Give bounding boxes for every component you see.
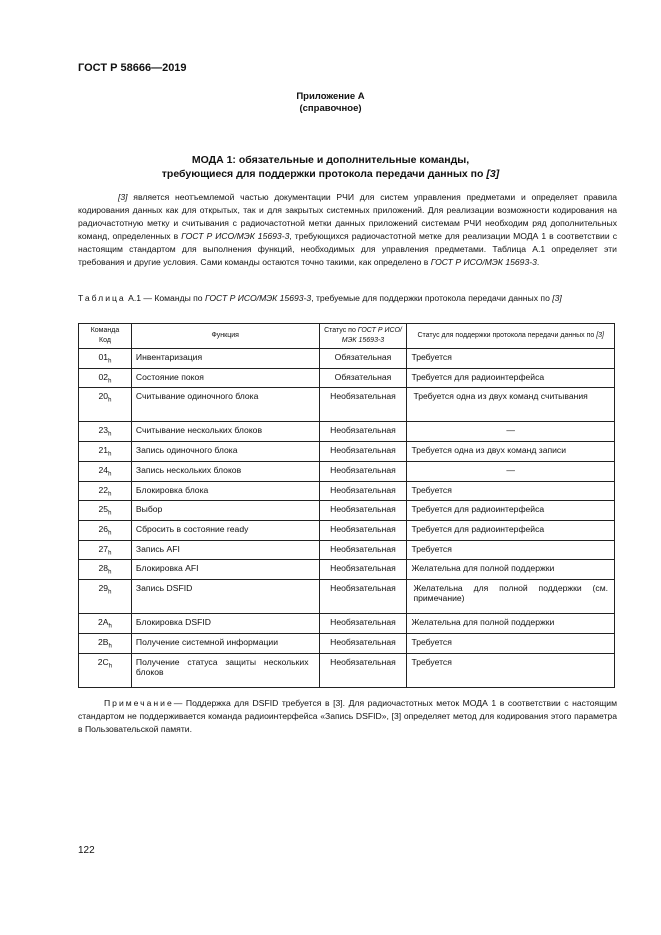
table-caption-text2: , требуемые для поддержки протокола передачи данных по <box>311 293 553 303</box>
function-cell: Считывание нескольких блоков <box>131 422 319 442</box>
hex-suffix: h <box>108 511 112 518</box>
intro-ref: [3] <box>118 192 128 202</box>
intro-std1: ГОСТ Р ИСО/МЭК 15693-3 <box>181 231 290 241</box>
support-cell: Желательна для полной поддержки (см. примечание) <box>407 580 615 614</box>
section-title-ref: [3] <box>486 168 500 180</box>
header-status-pre: Статус по <box>324 327 358 334</box>
header-code-line1: Команда <box>90 327 120 334</box>
table-row <box>79 368 615 388</box>
function-cell: Выбор <box>131 501 319 521</box>
hex-suffix: h <box>108 623 112 630</box>
status-cell: Необязательная <box>319 633 407 653</box>
support-cell: Требуется для радиоинтерфейса <box>407 501 615 521</box>
table-row <box>79 633 615 653</box>
code-cell <box>79 422 132 442</box>
function-cell: Запись нескольких блоков <box>131 461 319 481</box>
intro-std2: ГОСТ Р ИСО/МЭК 15693-3 <box>430 257 537 267</box>
support-cell: Требуется для радиоинтерфейса <box>407 368 615 388</box>
status-cell: Необязательная <box>319 461 407 481</box>
table-header-row <box>79 324 615 349</box>
table-caption-text: А.1 — Команды по <box>125 293 205 303</box>
code-cell <box>79 388 132 422</box>
section-title-line2 <box>0 168 661 180</box>
code-cell <box>79 580 132 614</box>
intro-paragraph <box>78 191 617 269</box>
status-cell: Обязательная <box>319 368 407 388</box>
table-row <box>79 614 615 634</box>
support-cell: Требуется одна из двух команд считывания <box>407 388 615 422</box>
table-row <box>79 521 615 541</box>
code-cell <box>79 521 132 541</box>
appendix-title: Приложение А <box>296 91 365 102</box>
hex-suffix: h <box>108 471 112 478</box>
command-code: 29 <box>98 583 109 594</box>
command-code: 02 <box>98 371 109 382</box>
code-cell <box>79 461 132 481</box>
status-cell: Необязательная <box>319 560 407 580</box>
command-code: 25 <box>98 504 109 515</box>
code-cell <box>79 560 132 580</box>
code-cell <box>79 481 132 501</box>
function-cell: Запись AFI <box>131 540 319 560</box>
code-cell <box>79 368 132 388</box>
function-cell: Блокировка блока <box>131 481 319 501</box>
command-code: 22 <box>98 484 109 495</box>
command-code: 2A <box>98 617 109 628</box>
support-cell: Желательна для полной поддержки <box>407 614 615 634</box>
note-text: — Поддержка для DSFID требуется в [3]. Для радиочастотных меток МОДА 1 в соответствии с настоящим стандартом не поддерживается команда радиоинтерфейса «Запись DSFID», [3] определяет метод для кодирования этого параметра в Пользовательской памяти. <box>78 698 617 734</box>
support-cell: Требуется <box>407 633 615 653</box>
command-code: 2B <box>98 636 109 647</box>
hex-suffix: h <box>108 432 112 439</box>
appendix-subtitle: (справочное) <box>299 103 362 114</box>
function-cell: Запись одиночного блока <box>131 442 319 462</box>
header-support-ref: [3] <box>596 332 604 339</box>
command-code: 23 <box>98 425 109 436</box>
support-cell: Требуется <box>407 653 615 687</box>
command-code: 24 <box>98 464 109 475</box>
function-cell: Считывание одиночного блока <box>131 388 319 422</box>
support-cell: — <box>407 461 615 481</box>
function-cell: Сбросить в состояние ready <box>131 521 319 541</box>
hex-suffix: h <box>108 589 112 596</box>
status-cell: Необязательная <box>319 442 407 462</box>
code-cell <box>79 442 132 462</box>
table-row <box>79 349 615 369</box>
table-row <box>79 481 615 501</box>
header-function: Функция <box>131 324 319 349</box>
header-status <box>319 324 407 349</box>
hex-suffix: h <box>108 358 112 365</box>
section-title-line2-text: требующиеся для поддержки протокола передачи данных по <box>161 168 487 180</box>
hex-suffix: h <box>108 663 113 670</box>
status-cell: Обязательная <box>319 349 407 369</box>
function-cell: Получение системной информации <box>131 633 319 653</box>
command-code: 01 <box>98 352 109 362</box>
function-cell: Инвентаризация <box>131 349 319 369</box>
hex-suffix: h <box>108 530 112 537</box>
support-cell: Требуется одна из двух команд записи <box>407 442 615 462</box>
code-cell <box>79 633 132 653</box>
table-row <box>79 501 615 521</box>
table-body <box>79 349 615 688</box>
code-cell <box>79 501 132 521</box>
table-caption-std: ГОСТ Р ИСО/МЭК 15693-3 <box>204 293 312 303</box>
status-cell: Необязательная <box>319 580 407 614</box>
status-cell: Необязательная <box>319 614 407 634</box>
support-cell: Требуется <box>407 481 615 501</box>
table-caption-ref: [3] <box>552 293 562 303</box>
hex-suffix: h <box>108 451 112 458</box>
hex-suffix: h <box>108 378 112 385</box>
header-status-std: ГОСТ Р ИСО/МЭК 15693-3 <box>341 327 402 344</box>
page-number: 122 <box>78 845 95 856</box>
intro-text2: , требующихся радиочастотной метке для реализации МОДА 1 в соответствии с настоящим стандартом для выполнения функций, необходимых для управления предметами. Таблица А.1 определяет эти требования и другие условия. Сами команды остаются точно такими, как определено в <box>78 231 617 267</box>
table-row <box>79 461 615 481</box>
function-cell: Получение статуса защиты нескольких блоков <box>131 653 319 687</box>
function-cell: Состояние покоя <box>131 368 319 388</box>
table-note <box>78 697 617 736</box>
function-cell: Запись DSFID <box>131 580 319 614</box>
code-cell <box>79 614 132 634</box>
header-support <box>407 324 615 349</box>
table-row <box>79 388 615 422</box>
hex-suffix: h <box>108 398 112 405</box>
table-row <box>79 422 615 442</box>
support-cell: Требуется для радиоинтерфейса <box>407 521 615 541</box>
command-code: 20 <box>98 391 109 402</box>
function-cell: Блокировка DSFID <box>131 614 319 634</box>
status-cell: Необязательная <box>319 540 407 560</box>
command-code: 21 <box>98 445 109 456</box>
note-label: Примечание <box>104 698 174 708</box>
hex-suffix: h <box>108 550 112 557</box>
command-code: 26 <box>98 524 109 535</box>
table-caption-label: Таблица <box>78 293 126 303</box>
table-caption <box>78 292 617 305</box>
header-support-pre: Статус для поддержки протокола передачи данных по <box>417 332 597 339</box>
table-row <box>79 653 615 687</box>
command-code: 27 <box>98 543 109 554</box>
code-cell <box>79 349 132 369</box>
header-code <box>79 324 132 349</box>
hex-suffix: h <box>108 643 112 650</box>
intro-text1: является неотъемлемой частью документации РЧИ для систем управления предметами и определяет правила кодирования данных как для открытых, так и для закрытых системных приложений. Для реализации возможности кодирования на радиочастотную метку и считывания с радиочастотной метки данных приложений системам РЧИ необходим ряд дополнительных команд, определенных в <box>78 192 617 241</box>
command-code: 28 <box>98 563 109 574</box>
code-cell <box>79 540 132 560</box>
table-row <box>79 560 615 580</box>
section-title-line1: МОДА 1: обязательные и дополнительные команды, <box>191 154 470 166</box>
hex-suffix: h <box>108 570 112 577</box>
support-cell: Желательна для полной поддержки <box>407 560 615 580</box>
support-cell: Требуется <box>407 349 615 369</box>
document-id: ГОСТ Р 58666—2019 <box>78 62 187 74</box>
command-code: 2C <box>97 656 109 667</box>
table-row <box>79 540 615 560</box>
hex-suffix: h <box>108 491 112 498</box>
status-cell: Необязательная <box>319 501 407 521</box>
support-cell: Требуется <box>407 540 615 560</box>
status-cell: Необязательная <box>319 481 407 501</box>
status-cell: Необязательная <box>319 388 407 422</box>
table-row <box>79 442 615 462</box>
status-cell: Необязательная <box>319 653 407 687</box>
status-cell: Необязательная <box>319 521 407 541</box>
commands-table <box>78 323 615 688</box>
support-cell: — <box>407 422 615 442</box>
intro-text3: . <box>536 257 540 267</box>
status-cell: Необязательная <box>319 422 407 442</box>
function-cell: Блокировка AFI <box>131 560 319 580</box>
table-row <box>79 580 615 614</box>
code-cell <box>79 653 132 687</box>
header-code-line2: Код <box>99 337 111 344</box>
